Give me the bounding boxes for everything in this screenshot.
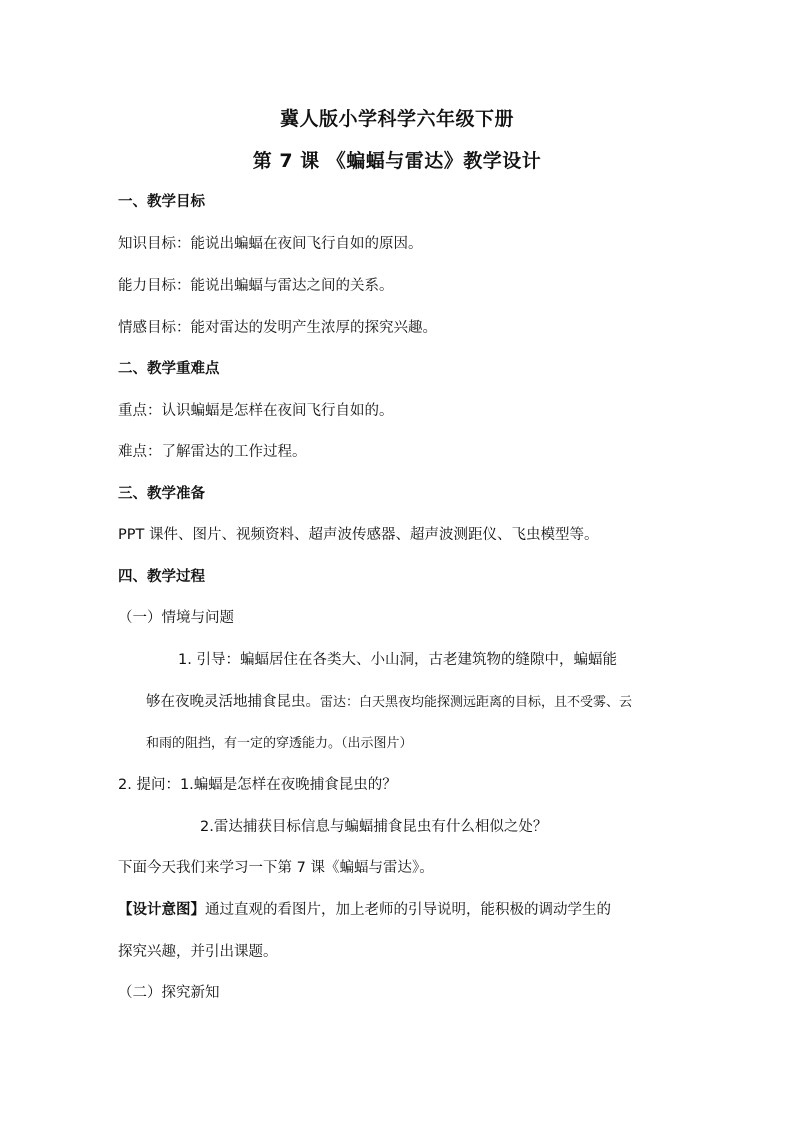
difficult-point: 难点：了解雷达的工作过程。 xyxy=(118,444,307,460)
design-intent-line1 xyxy=(118,898,611,919)
key-point: 重点：认识蝙蝠是怎样在夜间飞行自如的。 xyxy=(118,403,394,419)
question-line2: 2.雷达捕获目标信息与蝙蝠捕食昆虫有什么相似之处？ xyxy=(200,819,548,835)
paragraph-guide-line1: 1. 引导：蝙蝠居住在各类大、小山洞，古老建筑物的缝隙中，蝙蝠能 xyxy=(178,652,617,668)
guide-text-radar: 雷达：白天黑夜均能探测远距离的目标，且不受雾、云 xyxy=(320,695,633,710)
paragraph-guide-line3: 和雨的阻挡，有一定的穿透能力。（出示图片） xyxy=(146,736,413,751)
question-line1: 2. 提问：1.蝙蝠是怎样在夜晚捕食昆虫的？ xyxy=(118,777,397,793)
section-heading-preparation: 三、教学准备 xyxy=(118,486,205,502)
section-heading-key-points: 二、教学重难点 xyxy=(118,361,220,377)
lesson-title: 第 7 课 《蝙蝠与雷达》教学设计 xyxy=(252,150,542,172)
document-title: 冀人版小学科学六年级下册 xyxy=(279,108,514,130)
guide-text-bats: 够在夜晚灵活地捕食昆虫。 xyxy=(146,694,320,710)
lesson-intro: 下面今天我们来学习一下第 7 课《蝙蝠与雷达》。 xyxy=(118,860,434,876)
objective-ability: 能力目标：能说出蝙蝠与雷达之间的关系。 xyxy=(118,278,394,294)
objective-emotion: 情感目标：能对雷达的发明产生浓厚的探究兴趣。 xyxy=(118,320,437,336)
subsection-situation: （一）情境与问题 xyxy=(118,610,234,626)
subsection-explore: （二）探究新知 xyxy=(118,985,220,1001)
objective-knowledge: 知识目标：能说出蝙蝠在夜间飞行自如的原因。 xyxy=(118,236,423,252)
design-intent-line2: 探究兴趣，并引出课题。 xyxy=(118,944,278,960)
preparation-text: PPT 课件、图片、视频资料、超声波传感器、超声波测距仪、飞虫模型等。 xyxy=(118,527,599,543)
section-heading-objectives: 一、教学目标 xyxy=(118,194,205,210)
paragraph-guide-line2 xyxy=(146,690,632,711)
design-intent-label: 【设计意图】 xyxy=(118,902,205,918)
section-heading-process: 四、教学过程 xyxy=(118,569,205,585)
design-intent-text: 通过直观的看图片，加上老师的引导说明，能积极的调动学生的 xyxy=(205,902,611,918)
